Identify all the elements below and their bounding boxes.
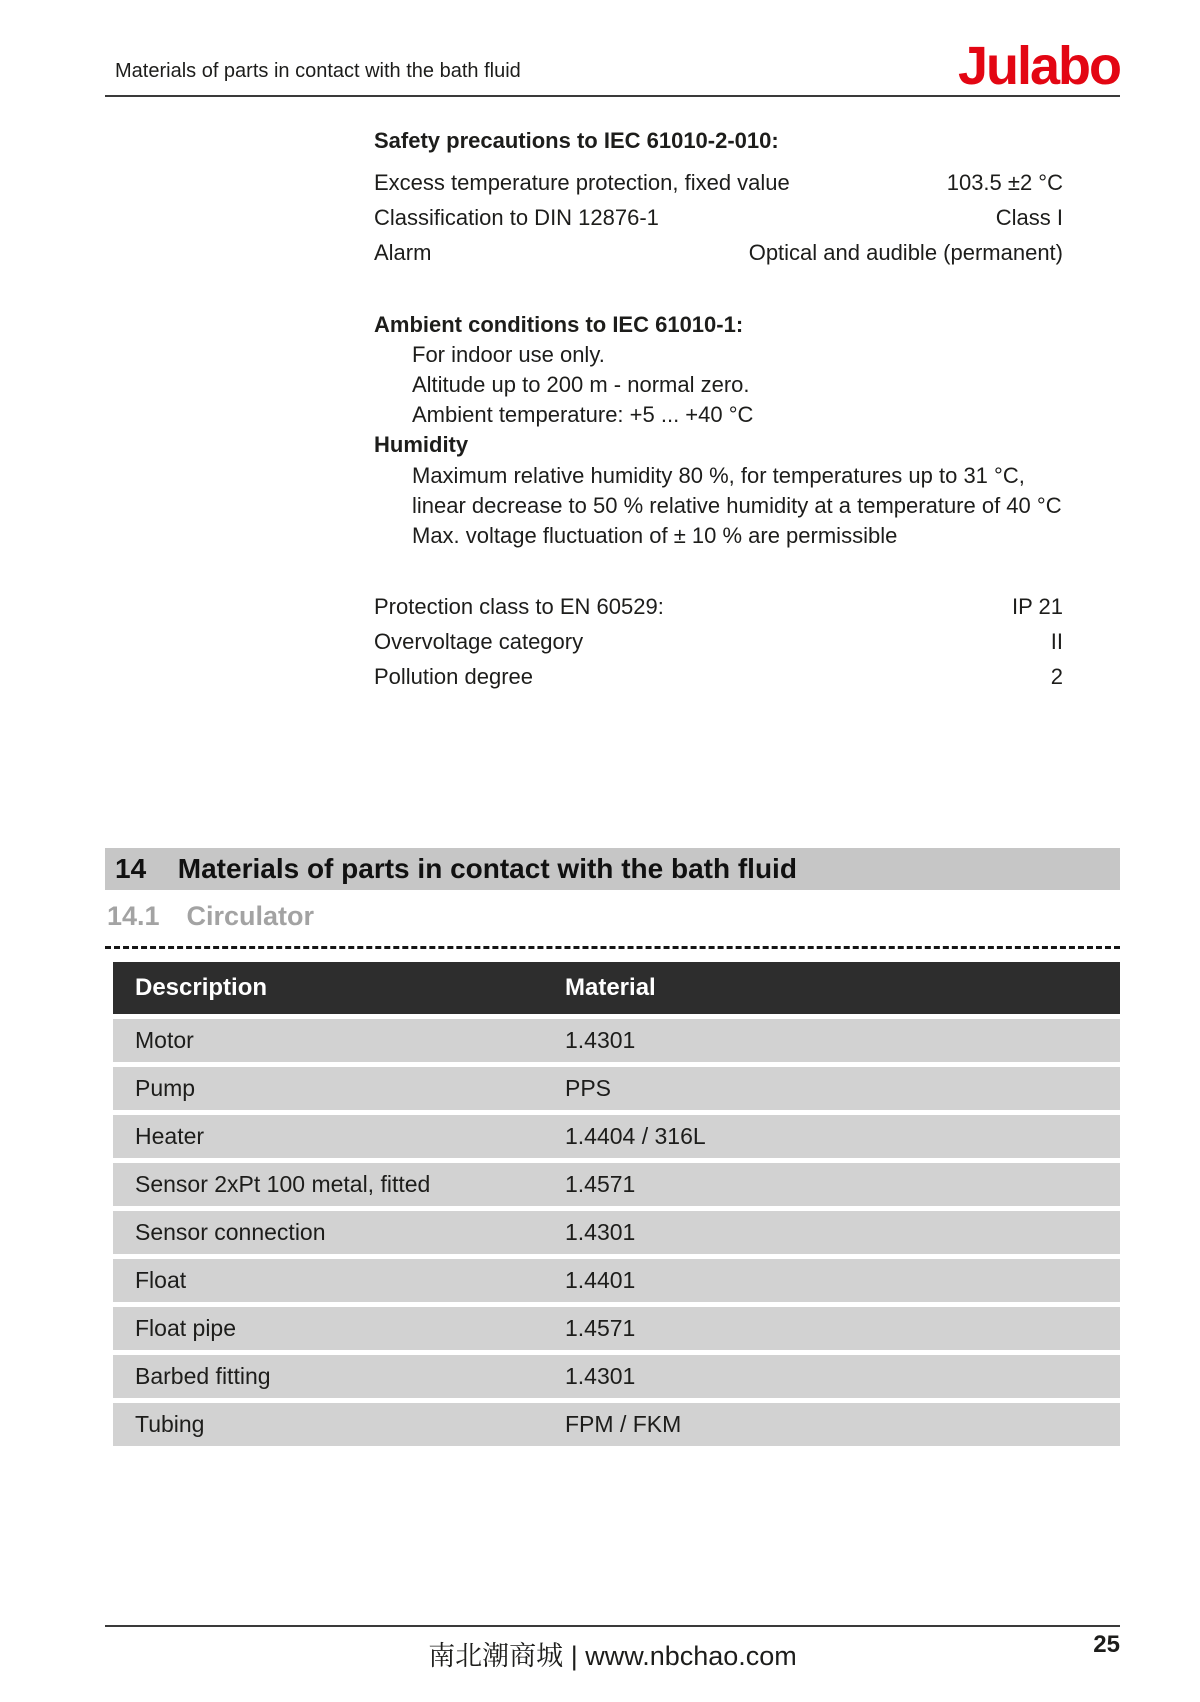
humidity-line: Max. voltage fluctuation of ± 10 % are permissible — [412, 523, 898, 548]
safety-rows — [374, 165, 1063, 270]
cell-description: Motor — [135, 1027, 194, 1053]
cell-description: Heater — [135, 1123, 205, 1149]
cell-material: 1.4301 — [565, 1027, 636, 1053]
humidity-line: linear decrease to 50 % relative humidity at a temperature of 40 °C — [412, 493, 1062, 518]
specifications-block — [374, 0, 1063, 694]
chapter-number: 14 — [115, 853, 147, 884]
ambient-line: Altitude up to 200 m - normal zero. — [412, 372, 750, 397]
ambient-line: For indoor use only. — [412, 342, 605, 367]
spec-row — [374, 235, 1063, 270]
footer-watermark: 南北潮商城 | www.nbchao.com — [428, 1641, 797, 1671]
spec-label: Pollution degree — [374, 664, 534, 689]
table-row — [113, 1019, 1120, 1062]
table-row — [113, 1259, 1120, 1302]
ambient-lines — [374, 340, 1063, 430]
footer-divider — [105, 1625, 1120, 1627]
cell-material: PPS — [565, 1075, 612, 1101]
table-row — [113, 1115, 1120, 1158]
cell-description: Float pipe — [135, 1315, 237, 1341]
spec-row — [374, 200, 1063, 235]
column-header-material: Material — [565, 974, 656, 1001]
table-header-row — [113, 962, 1120, 1014]
spec-label: Excess temperature protection, fixed value — [374, 170, 790, 195]
cell-material: 1.4571 — [565, 1171, 636, 1197]
spec-value: Optical and audible (permanent) — [748, 240, 1063, 265]
spec-value: 2 — [1050, 664, 1063, 689]
cell-material: FPM / FKM — [565, 1411, 682, 1437]
spec-value: Class I — [995, 205, 1063, 230]
cell-description: Float — [135, 1267, 187, 1293]
spec-label: Overvoltage category — [374, 629, 584, 654]
chapter-heading — [105, 848, 1120, 890]
spec-row — [374, 659, 1063, 694]
cell-description: Sensor connection — [135, 1219, 326, 1245]
protection-rows — [374, 589, 1063, 694]
cell-material: 1.4401 — [565, 1267, 636, 1293]
julabo-logo: Julabo — [957, 36, 1120, 96]
subsection-title: Circulator — [186, 901, 315, 931]
table-row — [113, 1355, 1120, 1398]
chapter-title: Materials of parts in contact with the bath fluid — [177, 853, 797, 884]
spec-label: Alarm — [374, 240, 432, 265]
safety-precautions-heading: Safety precautions to IEC 61010-2-010: — [374, 128, 779, 153]
spec-row — [374, 165, 1063, 200]
cell-material: 1.4571 — [565, 1315, 636, 1341]
spec-value: IP 21 — [1012, 594, 1063, 619]
subsection-heading — [107, 901, 314, 932]
humidity-heading: Humidity — [374, 432, 469, 457]
spec-row — [374, 589, 1063, 624]
cell-material: 1.4404 / 316L — [565, 1123, 706, 1149]
humidity-line: Maximum relative humidity 80 %, for temperatures up to 31 °C, — [412, 463, 1025, 488]
column-header-description: Description — [135, 974, 268, 1001]
dashed-divider — [105, 946, 1120, 949]
cell-material: 1.4301 — [565, 1363, 636, 1389]
table-row — [113, 1211, 1120, 1254]
spec-value: II — [1050, 629, 1063, 654]
page-number: 25 — [1093, 1631, 1120, 1658]
table-row — [113, 1067, 1120, 1110]
spec-label: Protection class to EN 60529: — [374, 594, 664, 619]
humidity-lines — [374, 461, 1063, 551]
cell-material: 1.4301 — [565, 1219, 636, 1245]
spec-value: 103.5 ±2 °C — [946, 170, 1063, 195]
subsection-number: 14.1 — [107, 901, 160, 931]
materials-table — [113, 962, 1120, 1446]
table-row — [113, 1307, 1120, 1350]
table-row — [113, 1403, 1120, 1446]
cell-description: Barbed fitting — [135, 1363, 271, 1389]
cell-description: Sensor 2xPt 100 metal, fitted — [135, 1171, 431, 1197]
ambient-line: Ambient temperature: +5 ... +40 °C — [412, 402, 754, 427]
cell-description: Tubing — [135, 1411, 205, 1437]
running-header-title: Materials of parts in contact with the bath fluid — [115, 60, 521, 82]
spec-row — [374, 624, 1063, 659]
spec-label: Classification to DIN 12876-1 — [374, 205, 659, 230]
table-row — [113, 1163, 1120, 1206]
cell-description: Pump — [135, 1075, 196, 1101]
ambient-conditions-heading: Ambient conditions to IEC 61010-1: — [374, 312, 744, 337]
